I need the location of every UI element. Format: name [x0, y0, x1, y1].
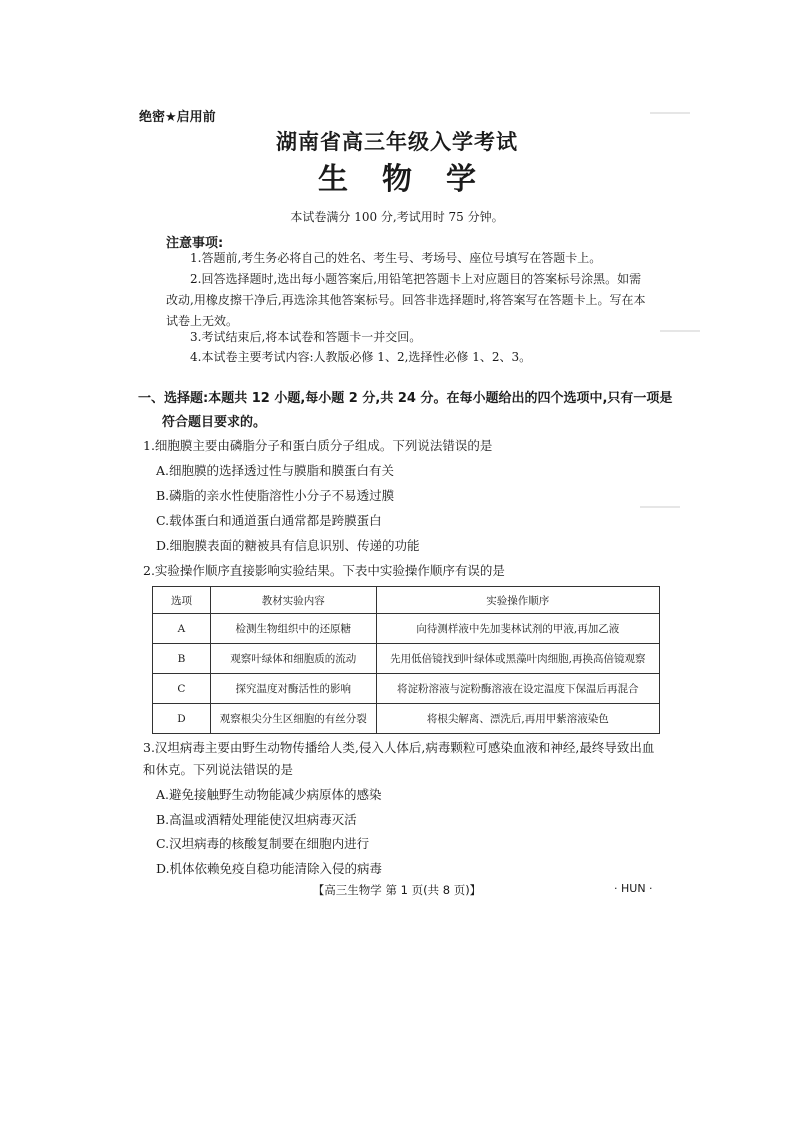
table-header-row — [153, 587, 660, 614]
table-cell: 探究温度对酶活性的影响 — [210, 674, 376, 704]
question-3: 3.汉坦病毒主要由野生动物传播给人类,侵入人体后,病毒颗粒可感染血液和神经,最终导致出血和休克。下列说法错误的是 — [143, 740, 655, 777]
q1-option-a: A.细胞膜的选择透过性与膜脂和膜蛋白有关 — [156, 463, 395, 478]
table-cell: B — [153, 644, 211, 674]
table-cell: C — [153, 674, 211, 704]
question-2: 2.实验操作顺序直接影响实验结果。下表中实验操作顺序有误的是 — [143, 563, 505, 578]
section-heading: 一、选择题:本题共 12 小题,每小题 2 分,共 24 分。在每小题给出的四个选项中,只有一项是符合题目要求的。 — [138, 391, 673, 430]
q3-option-b: B.高温或酒精处理能使汉坦病毒灭活 — [156, 812, 357, 827]
experiment-table — [152, 586, 660, 734]
table-cell: 先用低倍镜找到叶绿体或黑藻叶肉细胞,再换高倍镜观察 — [376, 644, 659, 674]
table-header: 实验操作顺序 — [376, 587, 659, 614]
q1-option-b: B.磷脂的亲水性使脂溶性小分子不易透过膜 — [156, 488, 395, 503]
table-cell: 观察根尖分生区细胞的有丝分裂 — [210, 704, 376, 734]
note-3: 3.考试结束后,将本试卷和答题卡一并交回。 — [190, 330, 422, 344]
bleed-through-mark — [660, 330, 700, 332]
table-header: 选项 — [153, 587, 211, 614]
note-2: 2.回答选择题时,选出每小题答案后,用铅笔把答题卡上对应题目的答案标号涂黑。如需改动,用橡皮擦干净后,再选涂其他答案标号。回答非选择题时,将答案写在答题卡上。写在本试卷上无效。 — [166, 272, 646, 328]
table-cell: 向待测样液中先加斐林试剂的甲液,再加乙液 — [376, 614, 659, 644]
q3-option-a: A.避免接触野生动物能减少病原体的感染 — [156, 787, 382, 802]
table-row — [153, 614, 660, 644]
note-4: 4.本试卷主要考试内容:人教版必修 1、2,选择性必修 1、2、3。 — [190, 350, 532, 364]
page-footer: 【高三生物学 第 1 页(共 8 页)】 — [312, 883, 482, 897]
exam-title: 湖南省高三年级入学考试 — [276, 130, 518, 154]
q3-option-c: C.汉坦病毒的核酸复制要在细胞内进行 — [156, 836, 370, 851]
q1-option-d: D.细胞膜表面的糖被具有信息识别、传递的功能 — [156, 538, 420, 553]
table-cell: D — [153, 704, 211, 734]
table-cell: 观察叶绿体和细胞质的流动 — [210, 644, 376, 674]
table-cell: 检测生物组织中的还原糖 — [210, 614, 376, 644]
q1-option-c: C.载体蛋白和通道蛋白通常都是跨膜蛋白 — [156, 513, 382, 528]
notes-heading: 注意事项: — [166, 236, 224, 251]
exam-info: 本试卷满分 100 分,考试用时 75 分钟。 — [290, 210, 504, 224]
table-row — [153, 674, 660, 704]
question-1: 1.细胞膜主要由磷脂分子和蛋白质分子组成。下列说法错误的是 — [143, 438, 493, 453]
table-cell: A — [153, 614, 211, 644]
note-1: 1.答题前,考生务必将自己的姓名、考生号、考场号、座位号填写在答题卡上。 — [190, 251, 602, 265]
table-cell: 将淀粉溶液与淀粉酶溶液在设定温度下保温后再混合 — [376, 674, 659, 704]
q3-option-d: D.机体依赖免疫自稳功能清除入侵的病毒 — [156, 861, 383, 876]
table-row — [153, 704, 660, 734]
table-header: 教材实验内容 — [210, 587, 376, 614]
region-code: · HUN · — [614, 882, 653, 895]
confidential-mark: 绝密★启用前 — [139, 110, 216, 125]
table-row — [153, 644, 660, 674]
table-cell: 将根尖解离、漂洗后,再用甲紫溶液染色 — [376, 704, 659, 734]
subject-title: 生物学 — [318, 162, 510, 197]
bleed-through-mark — [640, 506, 680, 508]
bleed-through-mark — [650, 112, 690, 114]
